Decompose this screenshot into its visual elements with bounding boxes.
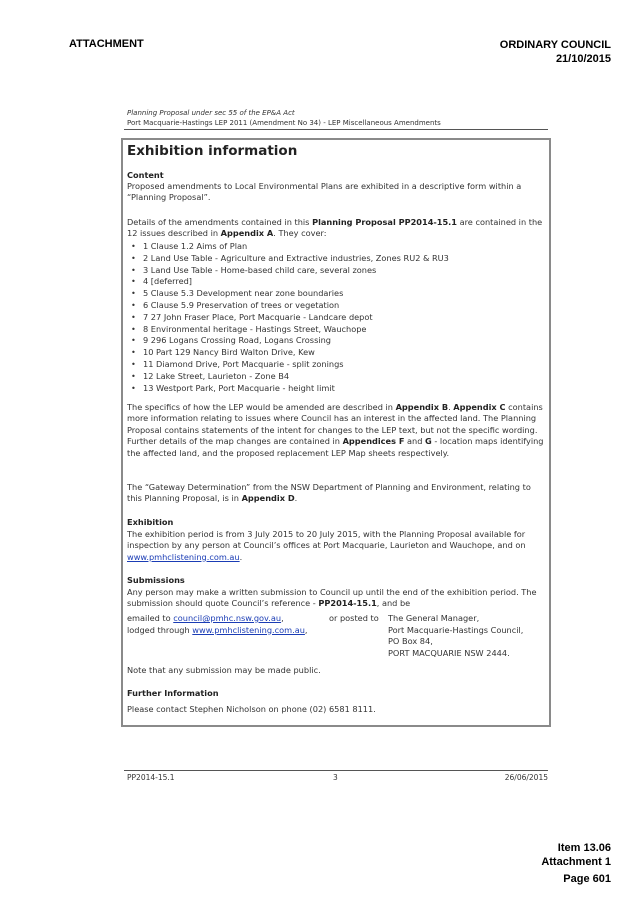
issue-list-item: • 4 [deferred] [131, 276, 449, 288]
address-line-3: PO Box 84, [388, 636, 433, 647]
exhibition-text: The exhibition period is from 3 July 2015 to 20 July 2015, with the Planning Proposal available for inspection by any person at Council’s offices at Port Macquarie, Laurieton and Wauchope, and on www.pmhclistening.com.au. [127, 529, 526, 562]
meeting-name: ORDINARY COUNCIL [499, 39, 611, 51]
footer-reference: PP2014-15.1 [127, 773, 175, 782]
issue-list-item: • 5 Clause 5.3 Development near zone boundaries [131, 288, 449, 300]
footer-date: 26/06/2015 [504, 773, 548, 782]
issue-list-item: • 2 Land Use Table - Agriculture and Extractive industries, Zones RU2 & RU3 [131, 253, 449, 265]
address-line-2: Port Macquarie-Hastings Council, [388, 624, 524, 635]
issue-list-item: • 9 296 Logans Crossing Road, Logans Crossing [131, 335, 449, 347]
footer-divider [124, 770, 548, 771]
submissions-text: Any person may make a written submission to Council up until the end of the exhibition period. The submission should quote Council’s reference - PP2014-15.1, and be [127, 587, 537, 609]
further-info-heading: Further Information [127, 688, 219, 698]
header-divider [124, 129, 548, 130]
lodge-line: lodged through www.pmhclistening.com.au, [127, 624, 308, 635]
attachment-number: Attachment 1 [541, 856, 611, 868]
issue-list-item: • 3 Land Use Table - Home-based child care, several zones [131, 265, 449, 277]
content-heading: Content [127, 170, 164, 180]
submission-methods [127, 613, 308, 636]
issue-list-item: • 8 Environmental heritage - Hastings Street, Wauchope [131, 324, 449, 336]
issue-list-item: • 13 Westport Park, Port Macquarie - height limit [131, 383, 449, 395]
issue-list-item: • 12 Lake Street, Laurieton - Zone B4 [131, 371, 449, 383]
planning-proposal-heading: Planning Proposal under sec 55 of the EP&A Act [127, 109, 295, 117]
attachment-label: ATTACHMENT [69, 38, 144, 50]
council-email-link[interactable]: council@pmhc.nsw.gov.au [173, 613, 282, 623]
postal-address [388, 613, 523, 659]
further-info-text: Please contact Stephen Nicholson on phone (02) 6581 8111. [127, 704, 376, 714]
footer-page-number: 3 [333, 773, 338, 782]
meeting-date: 21/10/2015 [555, 53, 611, 65]
lep-amendment-heading: Port Macquarie-Hastings LEP 2011 (Amendment No 34) - LEP Miscellaneous Amendments [127, 119, 441, 127]
issues-list [131, 241, 449, 394]
submissions-heading: Submissions [127, 575, 185, 585]
submissions-note: Note that any submission may be made public. [127, 665, 321, 675]
issue-list-item: • 7 27 John Fraser Place, Port Macquarie - Landcare depot [131, 312, 449, 324]
address-line-4: PORT MACQUARIE NSW 2444. [388, 647, 510, 658]
content-para-1: Proposed amendments to Local Environmental Plans are exhibited in a descriptive form within a “Planning Proposal”. [127, 181, 522, 203]
or-posted-label: or posted to [329, 613, 379, 623]
meeting-header [500, 38, 611, 66]
exhibition-heading: Exhibition [127, 517, 174, 527]
item-number: Item 13.06 [557, 842, 611, 854]
issue-list-item: • 6 Clause 5.9 Preservation of trees or vegetation [131, 300, 449, 312]
content-para-3: The specifics of how the LEP would be amended are described in Appendix B. Appendix C contains more information relating to issues where Council has an interest in the affected land. The Planning Proposal contains statements of the intent for changes to the LEP text, but not the specific wording. Further details of the map changes are contained in Appendices F and G - location maps identifying the affected land, and the proposed replacement LEP Map sheets respectively. [127, 402, 544, 458]
issue-list-item: • 11 Diamond Drive, Port Macquarie - split zonings [131, 359, 449, 371]
content-para-2: Details of the amendments contained in this Planning Proposal PP2014-15.1 are contained in the 12 issues described in Appendix A. They cover: [127, 217, 543, 239]
pmhclistening-link[interactable]: www.pmhclistening.com.au [127, 551, 240, 562]
content-para-4: The “Gateway Determination” from the NSW Department of Planning and Environment, relating to this Planning Proposal, is in Appendix D. [127, 482, 531, 504]
page-number: Page 601 [563, 873, 611, 885]
issue-list-item: • 10 Part 129 Nancy Bird Walton Drive, Kew [131, 347, 449, 359]
box-title: Exhibition information [127, 143, 298, 159]
pmhclistening-lodge-link[interactable]: www.pmhclistening.com.au [192, 624, 305, 635]
issue-list-item: • 1 Clause 1.2 Aims of Plan [131, 241, 449, 253]
address-line-1: The General Manager, [388, 613, 480, 623]
email-line: emailed to council@pmhc.nsw.gov.au, [127, 613, 284, 623]
